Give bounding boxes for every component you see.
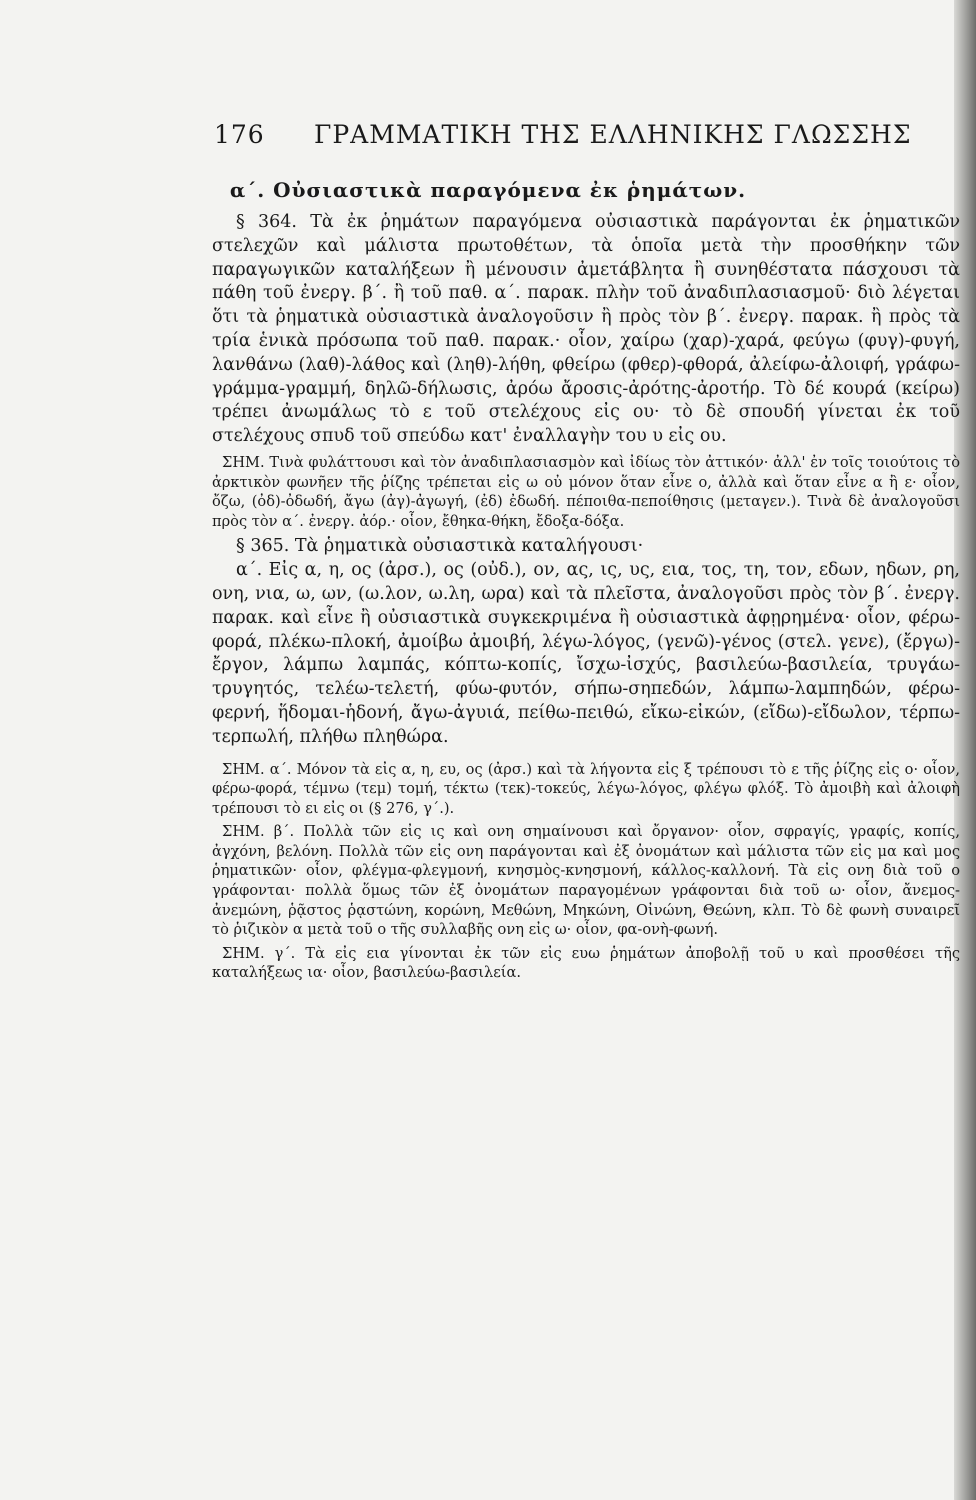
paragraph-365-heading: § 365. Τὰ ῥηματικὰ οὐσιαστικὰ καταλήγουσι· [236,536,644,557]
note-c: ΣΗΜ. γ΄. Τὰ εἰς εια γίνονται ἐκ τῶν εἰς ευω ῥημάτων ἀποβολῇ τοῦ υ καὶ προσθέσει τῆς καταλήξεως ια· οἷον, βασιλεύω-βασιλεία. [212,944,960,982]
note-364: ΣΗΜ. Τινὰ φυλάττουσι καὶ τὸν ἀναδιπλασιασμὸν καὶ ἰδίως τὸν ἀττικόν· ἀλλ' ἐν τοῖς τοιούτοις τὸ ἀρκτικὸν φωνῆεν τῆς ῥίζης τρέπεται εἰς ω οὐ μόνον ὅταν εἶνε ο, ἀλλὰ καὶ ὅταν εἶνε α ἢ ε· οἷον, ὄζω, (ὀδ)-ὀδωδή, ἄγω (ἀγ)-ἀγωγή, (ἐδ) ἐδωδή. πέποιθα-πεποίθησις (μεταγεν.). Τινὰ δὲ ἀναλογοῦσι πρὸς τὸν α΄. ἐνεργ. ἀόρ.· οἷον, ἔθηκα-θήκη, ἔδοξα-δόξα. [212,453,960,530]
paragraph-364: § 364. Τὰ ἐκ ῥημάτων παραγόμενα οὐσιαστικὰ παράγονται ἐκ ῥηματικῶν στελεχῶν καὶ μάλιστα πρωτοθέτων, τὰ ὁποῖα μετὰ τὴν προσθήκην τῶν παραγωγικῶν καταλήξεων ἢ μένουσιν ἀμετάβλητα ἢ συνηθέστατα πάσχουσι τὰ πάθη τοῦ ἐνεργ. β΄. ἢ τοῦ παθ. α΄. παρακ. πλὴν τοῦ ἀναδιπλασιασμοῦ· διὸ λέγεται ὅτι τὰ ῥηματικὰ οὐσιαστικὰ ἀναλογοῦσιν ἢ πρὸς τὸν β΄. ἐνεργ. παρακ. ἢ πρὸς τὰ τρία ἑνικὰ πρόσωπα τοῦ παθ. παρακ.· οἷον, χαίρω (χαρ)-χαρά, φεύγω (φυγ)-φυγή, λανθάνω (λαθ)-λάθος καὶ (ληθ)-λήθη, φθείρω (φθερ)-φθορά, ἀλείφω-ἀλοιφή, γράφω-γράμμα-γραμμή, δηλῶ-δήλωσις, ἀρόω ἄροσις-ἀρότης-ἀροτήρ. Τὸ δέ κουρά (κείρω) τρέπει ἀνωμάλως τὸ ε τοῦ στελέχους εἰς ου· τὸ δὲ σπουδή γίνεται ἐκ τοῦ στελέχους σπυδ τοῦ σπεύδω κατ' ἐναλλαγὴν του υ εἰς ου. [212,212,960,447]
page-body [212,211,960,983]
note-b: ΣΗΜ. β΄. Πολλὰ τῶν εἰς ις καὶ ονη σημαίνουσι καὶ ὄργανον· οἷον, σφραγίς, γραφίς, κοπίς, ἀγχόνη, βελόνη. Πολλὰ τῶν εἰς ονη παράγονται καὶ ἐξ ὀνομάτων καὶ μάλιστα τῶν εἰς μα καὶ μος ῥηματικῶν· οἷον, φλέγμα-φλεγμονή, κνησμὸς-κνησμονή, κάλλος-καλλονή. Τὰ εἰς ονη διὰ τοῦ ο γράφονται· πολλὰ ὅμως τῶν ἐξ ὀνομάτων παραγομένων γράφονται διὰ τοῦ ω· οἷον, ἄνεμος-ἀνεμώνη, ῥᾷστος ῥᾳστώνη, κορώνη, Μεθώνη, Μηκώνη, Οἰνώνη, Θεώνη, κλπ. Τὸ δὲ φωνὴ συναιρεῖ τὸ ῥιζικὸν α μετὰ τοῦ ο τῆς συλλαβῆς ονη εἰς ω· οἷον, φα-ονὴ-φωνή. [212,823,960,939]
running-header [214,120,954,149]
section-title: α΄. Οὐσιαστικὰ παραγόμενα ἐκ ῥημάτων. [229,178,747,202]
page-number: 176 [214,120,265,149]
paragraph-365-a: α΄. Εἰς α, η, ος (ἀρσ.), ος (οὐδ.), ον, ας, ις, υς, εια, τος, τη, τον, εδων, ηδων, ρη, ονη, νια, ω, ων, (ω.λον, ω.λη, ωρα) καὶ τὰ πλεῖστα, ἀναλογοῦσι πρὸς τὸν β΄. ἐνεργ. παρακ. καὶ εἶνε ἢ οὐσιαστικὰ συγκεκριμένα ἢ οὐσιαστικὰ ἀφῃρημένα· οἷον, φέρω-φορά, πλέκω-πλοκή, ἀμοίβω ἀμοιβή, λέγω-λόγος, (γενῶ)-γένος (στελ. γενε), (ἔργω)-ἔργον, λάμπω λαμπάς, κόπτω-κοπίς, ἴσχω-ἰσχύς, βασιλεύω-βασιλεία, τρυγάω-τρυγητός, τελέω-τελετή, φύω-φυτόν, σήπω-σηπεδών, λάμπω-λαμπηδών, φέρω-φερνή, ἥδομαι-ἡδονή, ἄγω-ἀγυιά, πείθω-πειθώ, εἴκω-εἰκών, (εἴδω)-εἴδωλον, τέρπω-τερπωλή, πλήθω πληθώρα. [212,560,960,747]
note-a: ΣΗΜ. α΄. Μόνον τὰ εἰς α, η, ευ, ος (ἀρσ.) καὶ τὰ λήγοντα εἰς ξ τρέπουσι τὸ ε τῆς ῥίζης εἰς ο· οἷον, φέρω-φορά, τέμνω (τεμ) τομή, τέκτω (τεκ)-τοκεύς, λέγω-λόγος, φλέγω φλόξ. Τὸ ἀμοιβὴ καὶ ἀλοιφὴ τρέπουσι τὸ ει εἰς οι (§ 276, γ΄.). [212,760,960,817]
running-title: ΓΡΑΜΜΑΤΙΚΗ ΤΗΣ ΕΛΛΗΝΙΚΗΣ ΓΛΩΣΣΗΣ [314,120,912,149]
